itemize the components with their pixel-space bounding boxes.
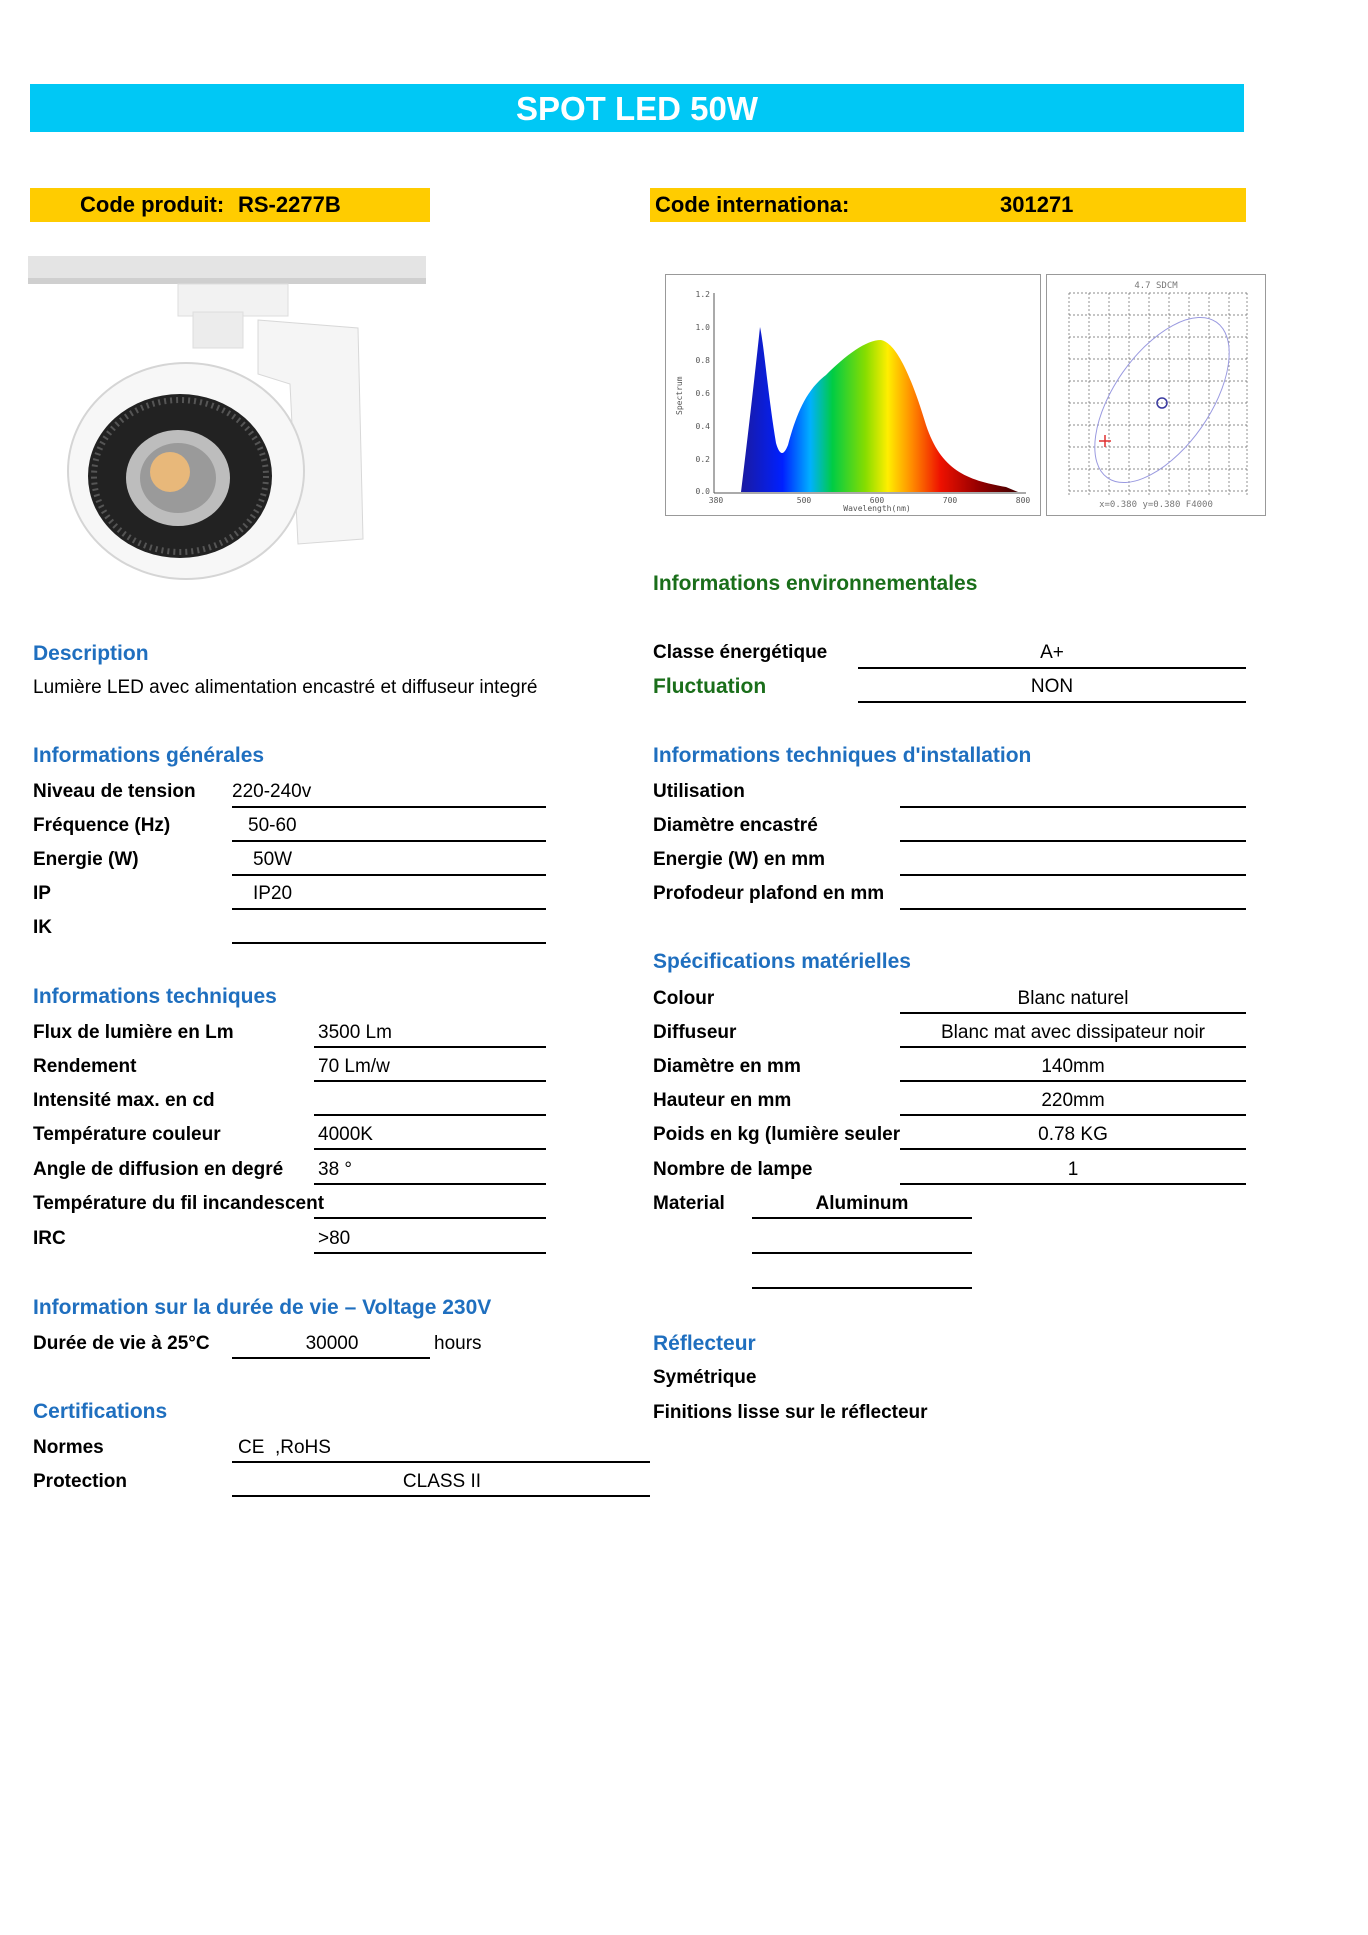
materials-label: Colour — [653, 988, 715, 1009]
spectrum-chart — [665, 274, 1041, 516]
lifetime-unit: hours — [434, 1333, 482, 1354]
general-value: 220-240v — [232, 781, 312, 802]
technical-label: Rendement — [33, 1056, 137, 1077]
reflector-line: Finitions lisse sur le réflecteur — [653, 1402, 928, 1423]
fluctuation-value: NON — [1030, 676, 1074, 697]
x-tick: 700 — [942, 496, 958, 505]
technical-value: 3500 Lm — [318, 1022, 392, 1043]
general-value: 50W — [253, 849, 293, 870]
materials-heading: Spécifications matérielles — [653, 950, 911, 973]
technical-label: Température du fil incandescent — [33, 1193, 325, 1214]
product-code-box — [30, 188, 430, 222]
technical-heading: Informations techniques — [33, 985, 277, 1008]
y-tick: 0.8 — [695, 356, 710, 365]
general-label: IK — [33, 917, 52, 938]
materials-label: Diamètre en mm — [653, 1056, 801, 1077]
general-value: 50-60 — [248, 815, 297, 836]
install-label: Profodeur plafond en mm — [653, 883, 885, 904]
y-tick: 0.0 — [695, 487, 710, 496]
spectrum-ylabel: Spectrum — [675, 376, 684, 415]
spectrum-xlabel: Wavelength(nm) — [843, 504, 911, 513]
materials-value: Blanc naturel — [1017, 988, 1129, 1009]
y-tick: 0.2 — [695, 455, 710, 464]
y-tick: 0.6 — [695, 389, 710, 398]
intl-code-value: 301271 — [1000, 192, 1074, 217]
certifications-heading: Certifications — [33, 1400, 168, 1423]
cie-ellipse — [1068, 295, 1256, 506]
x-tick: 500 — [796, 496, 812, 505]
x-tick: 600 — [869, 496, 885, 505]
materials-label: Hauteur en mm — [653, 1090, 792, 1111]
materials-label: Diffuseur — [653, 1022, 737, 1043]
install-label: Energie (W) en mm — [653, 849, 826, 870]
install-heading: Informations techniques d'installation — [653, 744, 1032, 767]
cie-footer: x=0.380 y=0.380 F4000 — [1099, 500, 1213, 510]
materials-value: 1 — [1067, 1159, 1079, 1180]
general-label: Energie (W) — [33, 849, 139, 870]
protection-label: Protection — [33, 1471, 127, 1492]
materials-value: 0.78 KG — [1038, 1124, 1108, 1145]
technical-value: 4000K — [318, 1124, 373, 1145]
norms-label: Normes — [33, 1437, 104, 1458]
technical-value: 70 Lm/w — [318, 1056, 390, 1077]
product-code-label: Code produit: — [80, 192, 225, 217]
reflector-heading: Réflecteur — [653, 1332, 756, 1355]
y-tick: 1.2 — [695, 290, 710, 299]
material-value: Aluminum — [815, 1193, 909, 1214]
product-photo — [28, 254, 428, 589]
general-label: Fréquence (Hz) — [33, 815, 171, 836]
cie-chart — [1046, 274, 1266, 516]
energy-class-value: A+ — [1040, 642, 1064, 663]
energy-class-label: Classe énergétique — [653, 642, 828, 663]
general-heading: Informations générales — [33, 744, 265, 767]
technical-label: IRC — [33, 1228, 66, 1249]
y-tick: 1.0 — [695, 323, 710, 332]
general-label: IP — [33, 883, 51, 904]
technical-label: Flux de lumière en Lm — [33, 1022, 234, 1043]
technical-label: Température couleur — [33, 1124, 221, 1145]
lifetime-heading: Information sur la durée de vie – Voltage 230V — [33, 1296, 492, 1319]
materials-value: Blanc mat avec dissipateur noir — [940, 1022, 1205, 1043]
lifetime-value: 30000 — [305, 1333, 359, 1354]
page-title: SPOT LED 50W — [30, 84, 1244, 132]
intl-code-label: Code internationa: — [655, 192, 850, 217]
x-tick: 800 — [1015, 496, 1031, 505]
description-text: Lumière LED avec alimentation encastré et diffuseur integré — [33, 677, 538, 698]
technical-label: Angle de diffusion en degré — [33, 1159, 284, 1180]
technical-label: Intensité max. en cd — [33, 1090, 215, 1111]
spectrum-y-ticks — [696, 290, 711, 496]
materials-value: 220mm — [1041, 1090, 1105, 1111]
technical-value: 38 ° — [318, 1159, 353, 1180]
intl-code-box — [650, 188, 1246, 222]
product-code-value: RS-2277B — [238, 192, 341, 217]
general-value: IP20 — [253, 883, 293, 904]
y-tick: 0.4 — [695, 422, 710, 431]
fluctuation-label: Fluctuation — [653, 675, 767, 698]
install-label: Diamètre encastré — [653, 815, 818, 836]
spectrum-curve — [741, 327, 1018, 492]
description-heading: Description — [33, 642, 149, 665]
technical-value: >80 — [318, 1228, 351, 1249]
env-heading: Informations environnementales — [653, 572, 978, 595]
protection-value: CLASS II — [402, 1471, 482, 1492]
install-label: Utilisation — [653, 781, 745, 802]
general-label: Niveau de tension — [33, 781, 196, 802]
materials-value: 140mm — [1041, 1056, 1105, 1077]
materials-label: Poids en kg (lumière seuler — [653, 1124, 901, 1145]
materials-label: Nombre de lampe — [653, 1159, 813, 1180]
lifetime-label: Durée de vie à 25°C — [33, 1333, 210, 1354]
reflector-line: Symétrique — [653, 1367, 757, 1388]
x-tick: 380 — [708, 496, 724, 505]
norms-value: CE ,RoHS — [238, 1437, 331, 1458]
cie-title: 4.7 SDCM — [1134, 281, 1178, 291]
material-label: Material — [653, 1193, 725, 1214]
